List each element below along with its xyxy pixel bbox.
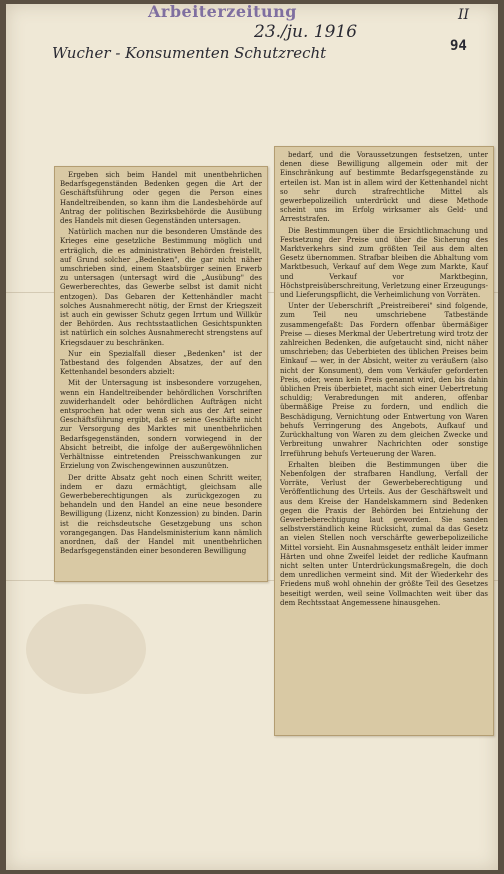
paragraph: Die Bestimmungen über die Ersichtlichmachung und Festsetzung der Preise und über die Sicherung des Marktverkehrs sind zum größten Teil aus dem alten Gesetz übernommen. Strafbar bleiben die Abhaltung vom Marktbesuch, Verkauf auf dem Wege zum Markte, Kauf und Verkauf vor Marktbeginn, Höchstpreisüberschreitung, Verletzung einer Erzeugungs- und Lieferungspflicht, die Verheimlichung von Vorräten. bbox=[280, 226, 488, 300]
paragraph: Ergeben sich beim Handel mit unentbehrlichen Bedarfsgegenständen Bedenken gegen die Art der Geschäftsführung oder gegen die Person eines Handeltreibenden, so kann ihm die Landesbehörde auf Antrag der politischen Bezirksbehörde die Ausübung des Handels mit diesen Gegenständen untersagen. bbox=[60, 171, 262, 226]
handwritten-date: 23./ju. 1916 bbox=[254, 22, 358, 42]
paper-stain bbox=[26, 604, 146, 694]
paragraph: bedarf, und die Voraussetzungen festsetzen, unter denen diese Bewilligung allgemein oder mit der Einschränkung auf bestimmte Bedarfsgegenstände zu erteilen ist. Man ist in allem wird der Kettenhandel nicht so sehr durch strafrechtliche Mittel als gewerbepolizeilich unterdrückt und diese Methode scheint uns im Erfolg wirksamer als Geld- und Arreststrafen. bbox=[280, 151, 488, 224]
handwritten-page-mark: II bbox=[458, 7, 470, 23]
handwritten-title: Wucher - Konsumenten Schutzrecht bbox=[52, 44, 327, 62]
newspaper-stamp: Arbeiterzeitung bbox=[148, 2, 297, 21]
paragraph: Mit der Untersagung ist insbesondere vorzugehen, wenn ein Handeltreibender behördlichen Vorschriften zuwiderhandelt oder behördlichen Aufträgen nicht entsprochen hat oder wenn sich aus der Art seiner Geschäftsführung ergibt, daß er seine Geschäfte nicht zur Versorgung des Marktes mit unentbehrlichen Bedarfsgegenständen, sondern vorwiegend in der Absicht betreibt, die infolge der außergewöhnlichen Verhältnisse eintretenden Preisschwankungen zur Erzielung von Zwischengewinnen auszunützen. bbox=[60, 379, 262, 471]
paragraph: Unter der Ueberschrift „Preistreiberei" sind folgende, zum Teil neu umschriebene Tatbestände zusammengefaßt: Das Fordern offenbar übermäßiger Preise — dieses Merkmal der Uebertretung wird trotz der zahlreichen Bedenken, die aufgetaucht sind, nicht näher umschrieben; das Ueberbieten des üblichen Preises beim Einkauf — wer, in der Absicht, weiter zu veräußern (also nicht der Konsument), dem vom Verkäufer geforderten Preis, oder, wenn kein Preis genannt wird, den bis dahin üblichen Preis überbietet, macht sich einer Uebertretung schuldig; Verabredungen mit anderen, offenbar übermäßige Preise zu fordern, und endlich die Beschädigung, Vernichtung oder Entwertung von Waren behufs Verringerung des Angebots, Aufkauf und Zurückhaltung von Waren zu dem gleichen Zwecke und Verbreitung unwahrer Nachrichten oder sonstige Irreführung behufs Verteuerung der Waren. bbox=[280, 302, 488, 458]
paragraph: Nur ein Spezialfall dieser „Bedenken" ist der Tatbestand des folgenden Absatzes, der auf den Kettenhandel besonders abzielt: bbox=[60, 349, 262, 377]
clipping-left-column bbox=[54, 166, 268, 582]
paragraph: Natürlich machen nur die besonderen Umstände des Krieges eine gesetzliche Bestimmung möglich und erträglich, die es administrativen Behörden freistellt, auf Grund solcher „Bedenken", die gar nicht näher umschrieben sind, einem Staatsbürger seinen Erwerb zu untersagen (untersagt wird die „Ausübung" des Gewerberechtes, das Gewerbe selbst ist damit nicht entzogen). Das Gebaren der Kettenhändler macht solches Ausnahmerecht nötig, der Ernst der Kriegszeit ist auch ein gewisser Schutz gegen Irrtum und Willkür der Behörden. Aus rechtsstaatlichen Gesichtspunkten ist natürlich ein solches Ausnahmerecht strengstens auf Kriegsdauer zu beschränken. bbox=[60, 228, 262, 347]
paragraph: Erhalten bleiben die Bestimmungen über die Nebenfolgen der strafbaren Handlung, Verfall der Vorräte, Verlust der Gewerbeberechtigung und Veröffentlichung des Urteils. Aus der Geschäftswelt und aus dem Kreise der Handelskammern sind Bedenken gegen die Praxis der Behörden bei Entziehung der Gewerbeberechtigung laut geworden. Sie sanden selbstverständlich keine Rücksicht, zumal da das Gesetz an vielen Stellen noch verschärfte gewerbepolizeiliche Mittel vorsieht. Ein Ausnahmsgesetz enthält leider immer Härten und ohne Zweifel leidet der redliche Kaufmann nicht selten unter Unterdrückungsmaßregeln, die doch dem unredlichen vermeint sind. Mit der Wiederkehr des Friedens muß wohl ohnehin der größte Teil des Gesetzes beseitigt werden, weil seine Vollmachten weit über das dem Rechtsstaat Angemessene hinausgehen. bbox=[280, 460, 488, 607]
paragraph: Der dritte Absatz geht noch einen Schritt weiter, indem er dazu ermächtigt, gleichsam alle Gewerbeberechtigungen als zurückgezogen zu behandeln und den Handel an eine neue besondere Bewilligung (Lizenz, nicht Konzession) zu binden. Darin ist die reichsdeutsche Gesetzgebung uns schon vorangegangen. Das Handelsministerium kann nämlich anordnen, daß der Handel mit unentbehrlichen Bedarfsgegenständen einer besonderen Bewilligung bbox=[60, 473, 262, 556]
clipping-right-column bbox=[274, 146, 494, 736]
page-number: 94 bbox=[450, 38, 467, 54]
